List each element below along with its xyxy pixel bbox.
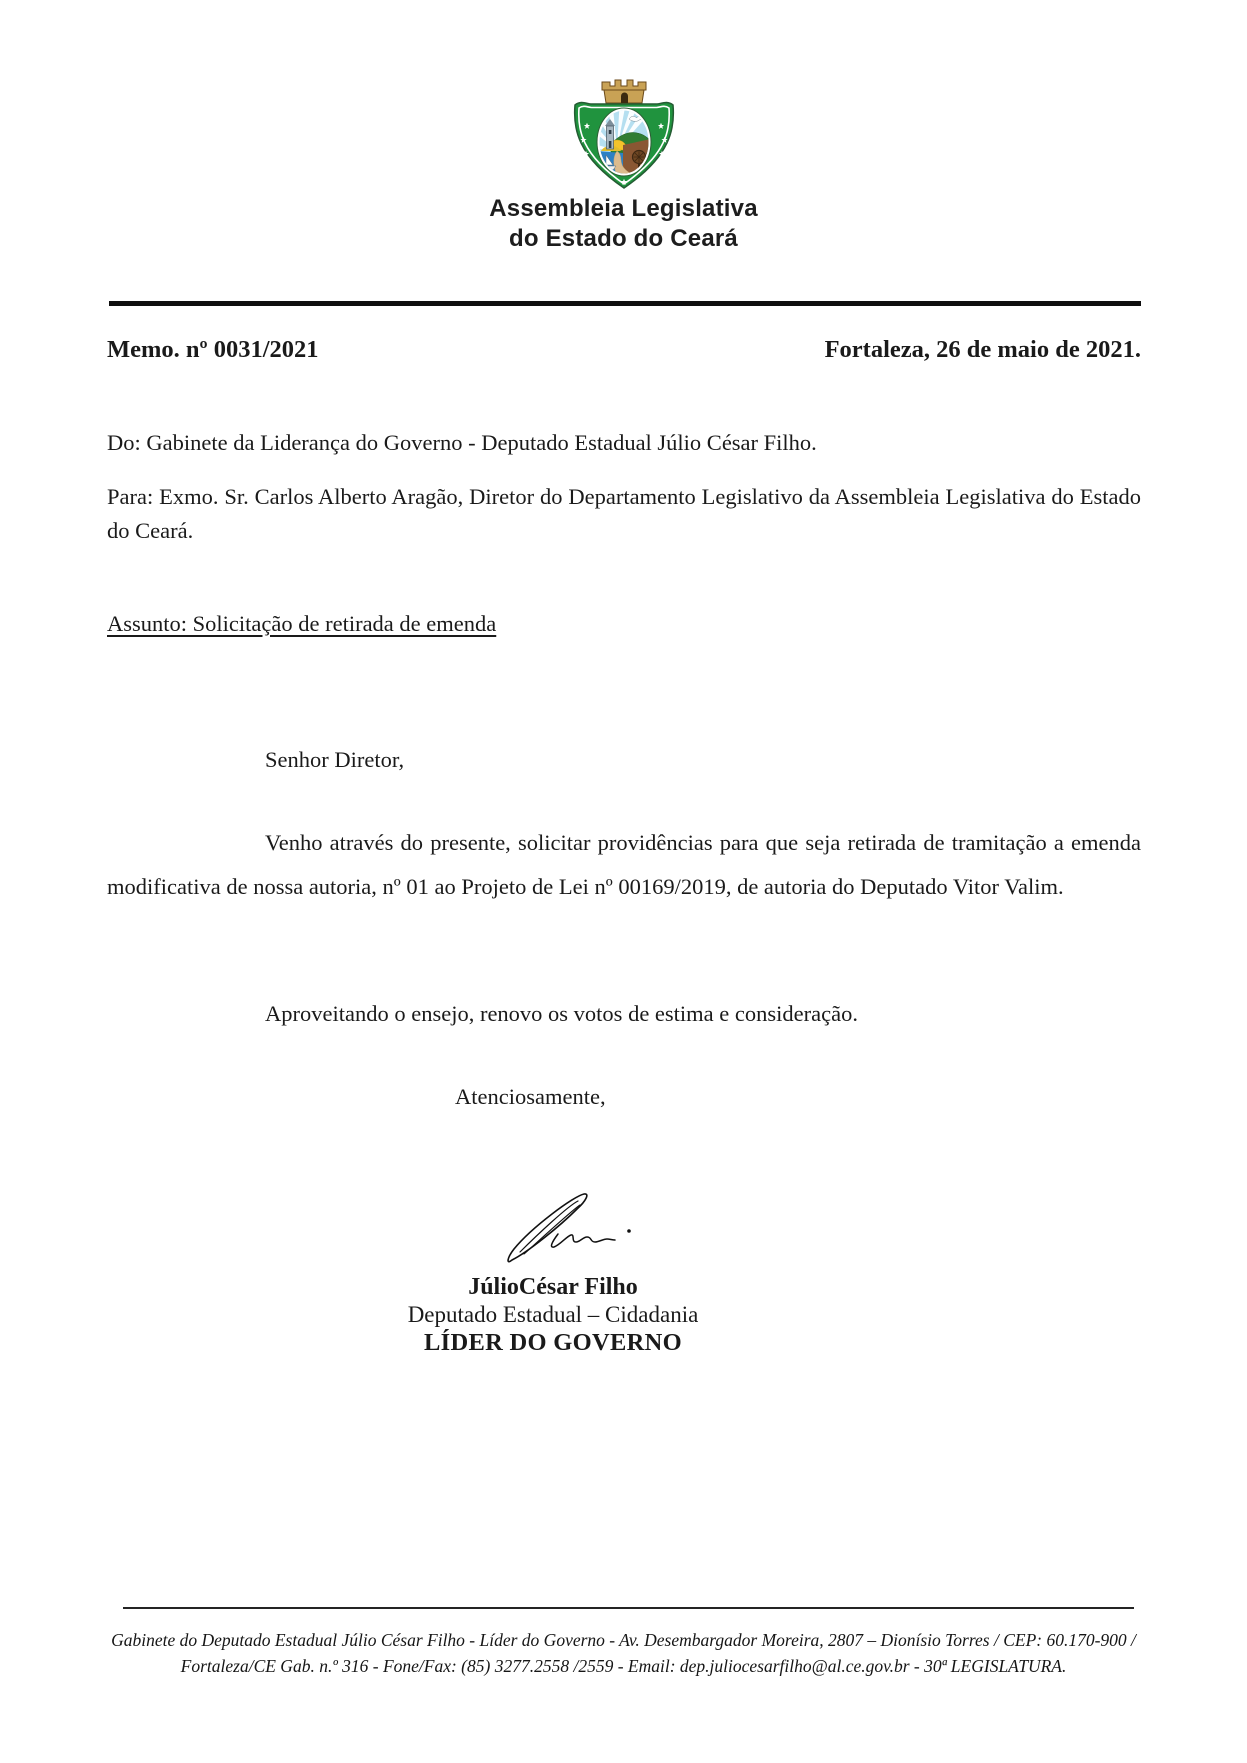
signer-role: Deputado Estadual – Cidadania: [407, 1302, 699, 1327]
handwritten-signature-icon: [498, 1190, 638, 1273]
header-divider: [109, 301, 1141, 306]
footer-line1: Gabinete do Deputado Estadual Júlio César Filho - Líder do Governo - Av. Desembargador Moreira, 2807 – Dionísio Torres / CEP: 60.170-900 /: [111, 1630, 1136, 1650]
footer-divider: [123, 1607, 1134, 1609]
from-line: Do: Gabinete da Liderança do Governo - Deputado Estadual Júlio César Filho.: [107, 430, 817, 455]
signer-position: LÍDER DO GOVERNO: [424, 1329, 682, 1356]
salutation: Senhor Diretor,: [265, 747, 405, 772]
to-block: Para: Exmo. Sr. Carlos Alberto Aragão, Diretor do Departamento Legislativo da Assembleia Legislativa do Estado do Ceará.: [107, 484, 1141, 543]
signer-name: JúlioCésar Filho: [468, 1274, 638, 1300]
body-paragraph-2: Aproveitando o ensejo, renovo os votos de estima e consideração.: [265, 1001, 858, 1026]
org-title-line2: do Estado do Ceará: [509, 225, 738, 252]
footer-address: [0, 1627, 1247, 1679]
org-title: [0, 194, 1247, 254]
subject-text: Assunto: Solicitação de retirada de emenda: [107, 611, 497, 636]
subject-line: [107, 611, 496, 637]
signature-block: [0, 1273, 1106, 1357]
memo-number: Memo. nº 0031/2021: [107, 336, 319, 363]
body-paragraph-1: Venho através do presente, solicitar providências para que seja retirada de tramitação a emenda modificativa de nossa autoria, nº 01 ao Projeto de Lei nº 00169/2019, de autoria do Deputado Vitor Valim.: [107, 830, 1141, 899]
org-title-line1: Assembleia Legislativa: [489, 195, 758, 222]
ceara-coat-of-arms-icon: [567, 78, 681, 195]
memo-header-row: [107, 336, 1141, 364]
closing-line: Atenciosamente,: [455, 1084, 606, 1109]
mural-crown-icon: [602, 80, 646, 103]
memo-dateline: Fortaleza, 26 de maio de 2021.: [824, 336, 1141, 363]
footer-line2: Fortaleza/CE Gab. n.º 316 - Fone/Fax: (85) 3277.2558 /2559 - Email: dep.juliocesarfilho@al.ce.gov.br - 30ª LEGISLATURA.: [180, 1656, 1067, 1676]
